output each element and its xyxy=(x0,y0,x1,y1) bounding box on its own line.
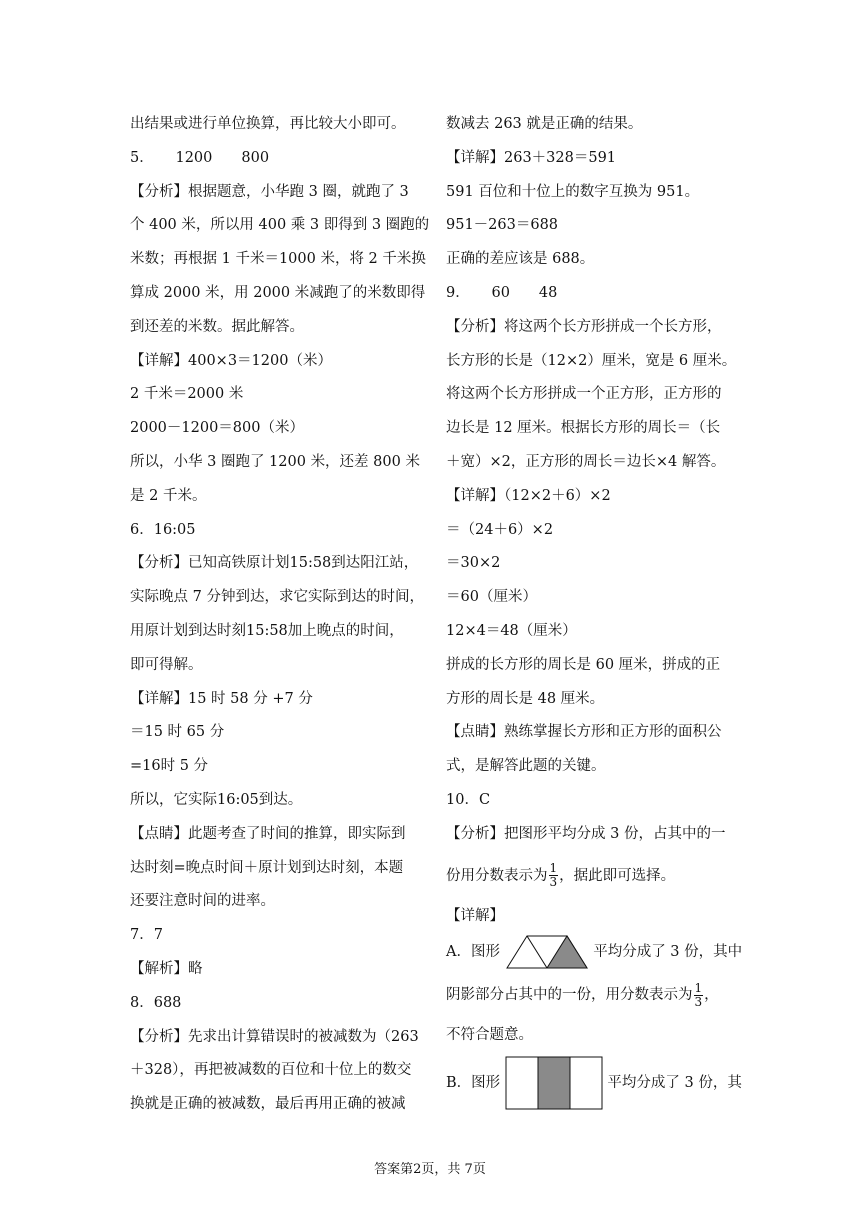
right-line: 式，是解答此题的关键。 xyxy=(446,758,606,775)
right-line: 10．C xyxy=(446,791,491,808)
right-line: 591 百位和十位上的数字互换为 951。 xyxy=(446,183,700,200)
left-line: 是 2 千米。 xyxy=(130,487,207,504)
q10-detail-label: 【详解】 xyxy=(446,907,504,924)
left-line: 个 400 米，所以用 400 乘 3 即得到 3 圈跑的 xyxy=(130,217,430,234)
left-line: ＋328），再把被减数的百位和十位上的数交 xyxy=(130,1062,412,1079)
left-column xyxy=(130,108,430,1122)
left-line: 实际晚点 7 分钟到达，求它实际到达的时间， xyxy=(130,589,424,606)
fraction-one-third-a: $\frac{1}{3}$ xyxy=(694,980,703,1009)
left-line: 【解析】略 xyxy=(130,960,203,977)
left-line: 2 千米＝2000 米 xyxy=(130,386,244,403)
left-line: 即可得解。 xyxy=(130,656,203,673)
right-line: ＝60（厘米） xyxy=(446,589,537,606)
left-line: 还要注意时间的进率。 xyxy=(130,893,275,910)
right-line: 将这两个长方形拼成一个正方形，正方形的 xyxy=(446,386,722,403)
left-line: 2000－1200＝800（米） xyxy=(130,420,304,437)
right-line: 9． 60 48 xyxy=(446,284,558,301)
right-line: ＝30×2 xyxy=(446,555,501,572)
left-line: 7．7 xyxy=(130,927,163,944)
q10-analysis-line: 份用分数表示为 $\frac{1}{3}$ ，据此即可选择。 xyxy=(446,861,676,890)
option-a-line-3: 不符合题意。 xyxy=(446,1027,533,1044)
right-line: ＝（24＋6）×2 xyxy=(446,521,554,538)
left-line: 用原计划到达时刻15:58加上晚点的时间， xyxy=(130,622,404,639)
right-line: 【点睛】熟练掌握长方形和正方形的面积公 xyxy=(446,724,722,741)
option-a-line: A．图形 平均分成了 3 份，其中 xyxy=(446,933,736,971)
left-line: 【详解】15 时 58 分 +7 分 xyxy=(130,690,313,707)
left-line: ＝15 时 65 分 xyxy=(130,724,225,741)
right-line: 数减去 263 就是正确的结果。 xyxy=(446,116,643,132)
left-line: 【分析】先求出计算错误时的被减数为（263 xyxy=(130,1028,419,1045)
right-line: 951－263＝688 xyxy=(446,217,559,234)
left-line: 【详解】400×3＝1200（米） xyxy=(130,352,332,369)
page-footer: 答案第2页，共 7页 xyxy=(374,1162,486,1177)
left-line: 【分析】已知高铁原计划15:58到达阳江站， xyxy=(130,555,419,572)
left-line: 米数；再根据 1 千米＝1000 米，将 2 千米换 xyxy=(130,251,426,268)
right-line: 【分析】将这两个长方形拼成一个长方形， xyxy=(446,318,722,335)
right-line: 12×4＝48（厘米） xyxy=(446,622,577,639)
option-a-line-2: 阴影部分占其中的一份，用分数表示为 $\frac{1}{3}$ ， xyxy=(446,980,719,1009)
right-line: 拼成的长方形的周长是 60 厘米，拼成的正 xyxy=(446,656,721,673)
rectangle-figure xyxy=(505,1056,603,1110)
right-column-top-lines xyxy=(446,108,736,852)
right-line: 【详解】（12×2＋6）×2 xyxy=(446,487,611,504)
left-line: 算成 2000 米，用 2000 米减跑了的米数即得 xyxy=(130,284,426,301)
right-column xyxy=(446,108,743,1113)
left-line: 6．16:05 xyxy=(130,521,196,538)
left-line: 换就是正确的被减数，最后再用正确的被减 xyxy=(130,1096,406,1113)
triangle-figure xyxy=(505,934,589,970)
left-line: 5． 1200 800 xyxy=(130,149,270,166)
right-line: 正确的差应该是 688。 xyxy=(446,251,595,268)
left-line: 达时刻=晚点时间＋原计划到达时刻，本题 xyxy=(130,859,404,876)
right-line: 边长是 12 厘米。根据长方形的周长＝（长 xyxy=(446,420,721,437)
left-line: 【分析】根据题意，小华跑 3 圈，就跑了 3 xyxy=(130,183,409,200)
left-line: =16时 5 分 xyxy=(130,758,209,775)
right-line: 长方形的长是（12×2）厘米，宽是 6 厘米。 xyxy=(446,352,737,369)
right-line: 【详解】263＋328＝591 xyxy=(446,149,617,166)
fraction-one-third: $\frac{1}{3}$ xyxy=(549,861,558,890)
option-b-line: B．图形 平均分成了 3 份，其 xyxy=(446,1053,736,1113)
left-line: 8．688 xyxy=(130,994,182,1011)
left-line: 【点睛】此题考查了时间的推算，即实际到 xyxy=(130,825,406,842)
left-line: 所以，它实际16:05到达。 xyxy=(130,791,303,808)
right-line: ＋宽）×2，正方形的周长＝边长×4 解答。 xyxy=(446,453,726,470)
left-line: 所以，小华 3 圈跑了 1200 米，还差 800 米 xyxy=(130,453,420,470)
right-line: 方形的周长是 48 厘米。 xyxy=(446,690,605,707)
left-line: 到还差的米数。据此解答。 xyxy=(130,318,304,335)
right-line: 【分析】把图形平均分成 3 份，占其中的一 xyxy=(446,825,726,842)
left-line: 出结果或进行单位换算，再比较大小即可。 xyxy=(130,116,406,132)
